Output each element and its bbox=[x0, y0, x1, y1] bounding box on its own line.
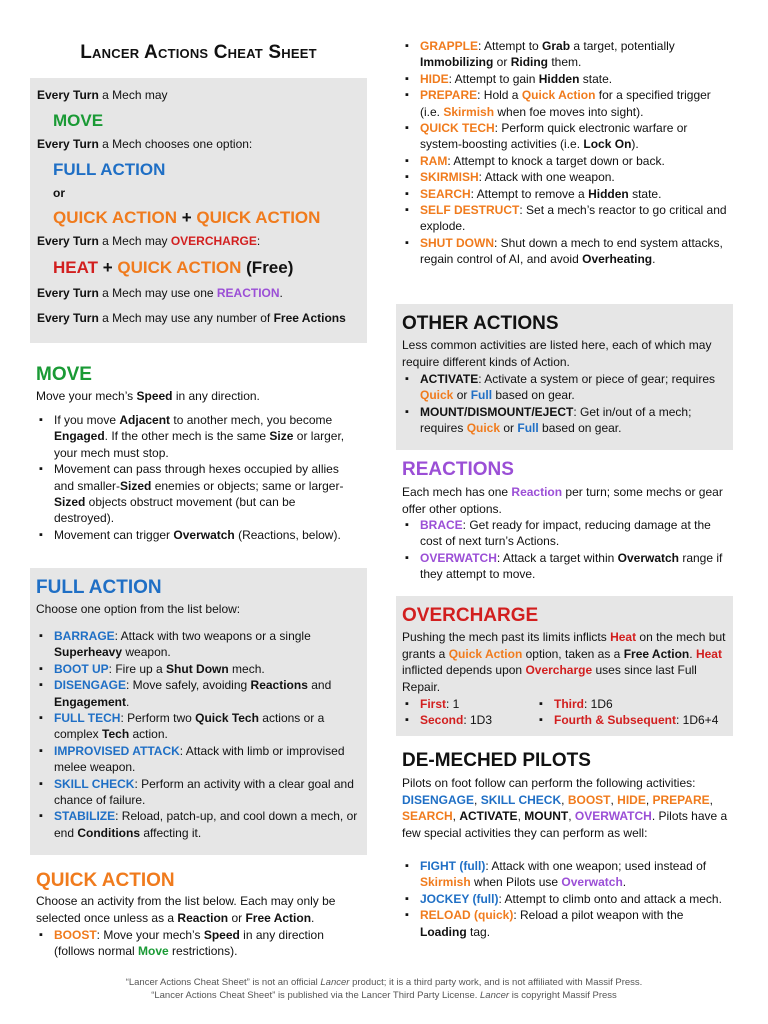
list-item: ▪ Second: 1D3 bbox=[402, 712, 532, 728]
footer-line-2: “Lancer Actions Cheat Sheet” is published via the Lancer Third Party License. Lancer is copyright Massif Press bbox=[151, 990, 617, 1001]
summary-line-4: Every Turn a Mech may use one REACTION. bbox=[37, 286, 283, 300]
quick-action-list-left bbox=[36, 927, 362, 960]
list-item: ▪ JOCKEY (full): Attempt to climb onto and attack a mech. bbox=[402, 891, 732, 907]
list-item: ▪ QUICK TECH: Perform quick electronic warfare or system-boosting activities (i.e. Lock On). bbox=[402, 120, 732, 153]
list-item: ▪ MOUNT/DISMOUNT/EJECT: Get in/out of a mech; requires Quick or Full based on gear. bbox=[402, 404, 727, 437]
list-item: ▪ DISENGAGE: Move safely, avoiding Reactions and Engagement. bbox=[36, 677, 361, 710]
pilots-intro: Pilots on foot follow can perform the following activities: DISENGAGE, SKILL CHECK, BOOST, HIDE, PREPARE, SEARCH, ACTIVATE, MOUNT, OVERWATCH. Pilots have a few special activities they can perform as well: bbox=[402, 776, 728, 840]
reactions-list bbox=[402, 517, 730, 583]
summary-box bbox=[30, 78, 367, 343]
list-item: ▪ Movement can pass through hexes occupied by allies and smaller-Sized enemies or objects; same or larger-Sized objects obstruct movement (but can be destroyed). bbox=[36, 461, 358, 527]
summary-line-1: Every Turn a Mech may bbox=[37, 88, 168, 102]
pilots-heading: DE-MECHED PILOTS bbox=[402, 750, 591, 771]
overcharge-list-left bbox=[402, 696, 532, 729]
list-item: ▪ HIDE: Attempt to gain Hidden state. bbox=[402, 71, 732, 87]
summary-line-3: Every Turn a Mech may OVERCHARGE: bbox=[37, 234, 261, 248]
list-item: ▪ BRACE: Get ready for impact, reducing damage at the cost of next turn’s Actions. bbox=[402, 517, 730, 550]
list-item: ▪ BOOST: Move your mech’s Speed in any direction (follows normal Move restrictions). bbox=[36, 927, 362, 960]
overcharge-list-right bbox=[536, 696, 731, 729]
page-title: Lancer Actions Cheat Sheet bbox=[80, 42, 317, 63]
pilots-list bbox=[402, 858, 732, 940]
list-item: ▪ If you move Adjacent to another mech, you become Engaged. If the other mech is the same Size or larger, your mech must stop. bbox=[36, 412, 358, 461]
full-action-heading: FULL ACTION bbox=[36, 577, 162, 598]
summary-heat-quick: HEAT + QUICK ACTION (Free) bbox=[53, 258, 294, 277]
summary-or: or bbox=[53, 186, 65, 200]
list-item: ▪ SELF DESTRUCT: Set a mech’s reactor to go critical and explode. bbox=[402, 202, 732, 235]
overcharge-intro: Pushing the mech past its limits inflicts Heat on the mech but grants a Quick Action option, taken as a Free Action. Heat inflicted depends upon Overcharge uses since last Full Repair. bbox=[402, 630, 726, 694]
full-action-intro: Choose one option from the list below: bbox=[36, 602, 241, 616]
other-actions-intro: Less common activities are listed here, each of which may require different kinds of Action. bbox=[402, 338, 712, 369]
list-item: ▪ RAM: Attempt to knock a target down or back. bbox=[402, 153, 732, 169]
overcharge-box bbox=[396, 596, 733, 736]
list-item: ▪ SHUT DOWN: Shut down a mech to end system attacks, regain control of AI, and avoid Overheating. bbox=[402, 235, 732, 268]
reactions-intro: Each mech has one Reaction per turn; some mechs or gear offer other options. bbox=[402, 485, 723, 516]
footer-line-1: “Lancer Actions Cheat Sheet” is not an official Lancer product; it is a third party work, and is not affiliated with Massif Press. bbox=[125, 977, 643, 988]
list-item: ▪ First: 1 bbox=[402, 696, 532, 712]
list-item: ▪ Third: 1D6 bbox=[536, 696, 731, 712]
list-item: ▪ SKIRMISH: Attack with one weapon. bbox=[402, 169, 732, 185]
list-item: ▪ RELOAD (quick): Reload a pilot weapon with the Loading tag. bbox=[402, 907, 732, 940]
list-item: ▪ OVERWATCH: Attack a target within Overwatch range if they attempt to move. bbox=[402, 550, 730, 583]
other-actions-heading: OTHER ACTIONS bbox=[402, 313, 559, 334]
list-item: ▪ FIGHT (full): Attack with one weapon; used instead of Skirmish when Pilots use Overwatch. bbox=[402, 858, 732, 891]
summary-move: MOVE bbox=[53, 111, 104, 130]
list-item: ▪ ACTIVATE: Activate a system or piece of gear; requires Quick or Full based on gear. bbox=[402, 371, 727, 404]
list-item: ▪ SEARCH: Attempt to remove a Hidden state. bbox=[402, 186, 732, 202]
other-actions-list bbox=[402, 371, 727, 437]
list-item: ▪ BOOT UP: Fire up a Shut Down mech. bbox=[36, 661, 361, 677]
overcharge-heading: OVERCHARGE bbox=[402, 605, 539, 626]
quick-action-intro: Choose an activity from the list below. Each may only be selected once unless as a Reaction or Free Action. bbox=[36, 894, 336, 925]
full-action-box bbox=[30, 568, 367, 855]
list-item: ▪ FULL TECH: Perform two Quick Tech actions or a complex Tech action. bbox=[36, 710, 361, 743]
list-item: ▪ PREPARE: Hold a Quick Action for a specified trigger (i.e. Skirmish when foe moves into sight). bbox=[402, 87, 732, 120]
list-item: ▪ GRAPPLE: Attempt to Grab a target, potentially Immobilizing or Riding them. bbox=[402, 38, 732, 71]
list-item: ▪ Movement can trigger Overwatch (Reactions, below). bbox=[36, 527, 358, 543]
summary-line-2: Every Turn a Mech chooses one option: bbox=[37, 137, 253, 151]
list-item: ▪ BARRAGE: Attack with two weapons or a single Superheavy weapon. bbox=[36, 628, 361, 661]
other-actions-box bbox=[396, 304, 733, 450]
summary-line-5: Every Turn a Mech may use any number of Free Actions bbox=[37, 311, 346, 325]
list-item: ▪ SKILL CHECK: Perform an activity with a clear goal and chance of failure. bbox=[36, 776, 361, 809]
summary-full-action: FULL ACTION bbox=[53, 160, 166, 179]
move-intro: Move your mech’s Speed in any direction. bbox=[36, 389, 260, 403]
quick-action-list-right bbox=[402, 38, 732, 268]
list-item: ▪ IMPROVISED ATTACK: Attack with limb or improvised melee weapon. bbox=[36, 743, 361, 776]
quick-action-heading: QUICK ACTION bbox=[36, 870, 175, 891]
move-list bbox=[36, 412, 358, 543]
list-item: ▪ STABILIZE: Reload, patch-up, and cool down a mech, or end Conditions affecting it. bbox=[36, 808, 361, 841]
list-item: ▪ Fourth & Subsequent: 1D6+4 bbox=[536, 712, 731, 728]
reactions-heading: REACTIONS bbox=[402, 459, 514, 480]
summary-quick-actions: QUICK ACTION + QUICK ACTION bbox=[53, 208, 321, 227]
footer bbox=[0, 976, 768, 1002]
full-action-list bbox=[36, 628, 361, 841]
move-heading: MOVE bbox=[36, 364, 92, 385]
